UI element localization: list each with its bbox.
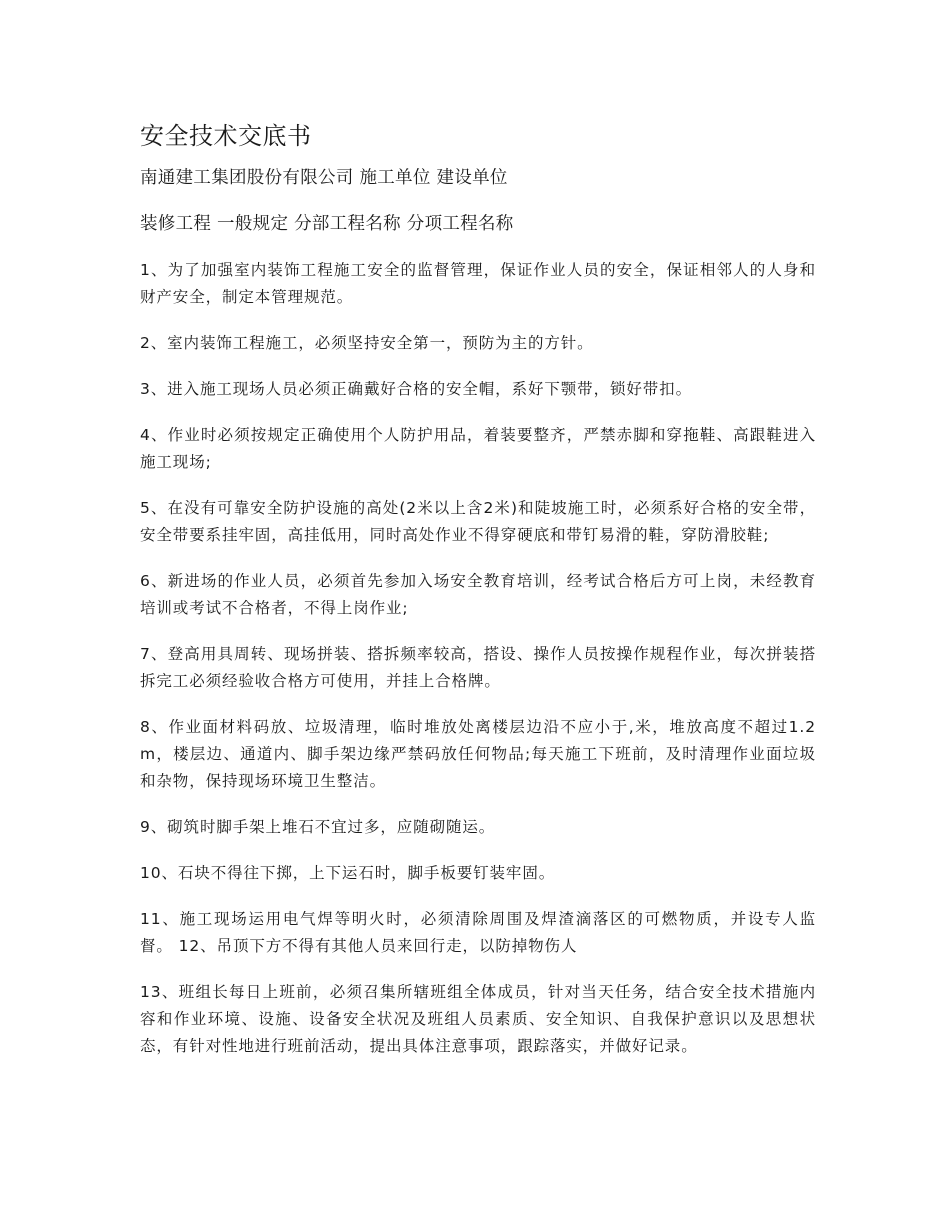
- paragraph-8: 8、作业面材料码放、垃圾清理，临时堆放处离楼层边沿不应小于,米，堆放高度不超过1.2m，楼层边、通道内、脚手架边缘严禁码放任何物品;每天施工下班前，及时清理作业面垃圾和杂物，保持现场环境卫生整洁。: [140, 718, 816, 790]
- paragraph-11: 11、施工现场运用电气焊等明火时，必须清除周围及焊渣滴落区的可燃物质，并设专人监督。 12、吊顶下方不得有其他人员来回行走，以防掉物伤人: [140, 910, 816, 955]
- paragraph-2: 2、室内装饰工程施工，必须坚持安全第一，预防为主的方针。: [140, 334, 594, 352]
- paragraph-7: 7、登高用具周转、现场拼装、搭拆频率较高，搭设、操作人员按操作规程作业，每次拼装搭拆完工必须经验收合格方可使用，并挂上合格牌。: [140, 645, 816, 690]
- paragraph-6: 6、新进场的作业人员，必须首先参加入场安全教育培训，经考试合格后方可上岗，未经教育培训或考试不合格者，不得上岗作业;: [140, 572, 816, 617]
- paragraph-13: 13、班组长每日上班前，必须召集所辖班组全体成员，针对当天任务，结合安全技术措施内容和作业环境、设施、设备安全状况及班组人员素质、安全知识、自我保护意识以及思想状态，有针对性地进行班前活动，提出具体注意事项，跟踪落实，并做好记录。: [140, 983, 816, 1055]
- meta-line-project: 装修工程 一般规定 分部工程名称 分项工程名称: [140, 214, 514, 234]
- paragraph-9: 9、砌筑时脚手架上堆石不宜过多，应随砌随运。: [140, 818, 496, 836]
- paragraph-4: 4、作业时必须按规定正确使用个人防护用品，着装要整齐，严禁赤脚和穿拖鞋、高跟鞋进入施工现场;: [140, 426, 816, 471]
- document-title: 安全技术交底书: [140, 122, 312, 150]
- paragraph-5: 5、在没有可靠安全防护设施的高处(2米以上含2米)和陡坡施工时，必须系好合格的安全带，安全带要系挂牢固，高挂低用，同时高处作业不得穿硬底和带钉易滑的鞋，穿防滑胶鞋;: [140, 499, 816, 544]
- paragraph-10: 10、石块不得往下掷，上下运石时，脚手板要钉装牢固。: [140, 864, 556, 882]
- paragraph-1: 1、为了加强室内装饰工程施工安全的监督管理，保证作业人员的安全，保证相邻人的人身和财产安全，制定本管理规范。: [140, 261, 816, 306]
- meta-line-organization: 南通建工集团股份有限公司 施工单位 建设单位: [140, 168, 508, 188]
- paragraph-3: 3、进入施工现场人员必须正确戴好合格的安全帽，系好下颚带，锁好带扣。: [140, 380, 692, 398]
- document-page: [140, 118, 816, 1079]
